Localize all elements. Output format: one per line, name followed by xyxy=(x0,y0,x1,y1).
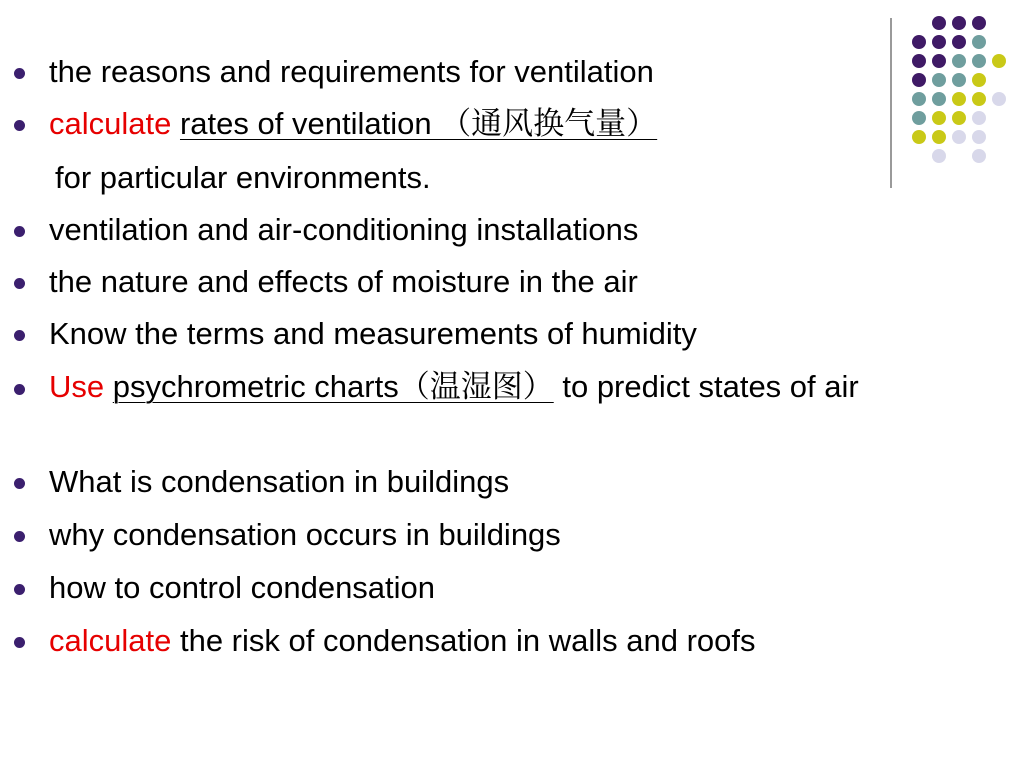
decorative-dot xyxy=(932,54,946,68)
decorative-dot xyxy=(912,111,926,125)
bullet-rest: the risk of condensation in walls and roofs xyxy=(171,623,756,658)
bullet-icon xyxy=(14,531,25,542)
decorative-dot xyxy=(952,54,966,68)
decorative-dot xyxy=(972,54,986,68)
bullet-text: Know the terms and measurements of humidity xyxy=(49,316,697,351)
decorative-dot xyxy=(932,130,946,144)
underlined-term: psychrometric charts（温湿图） xyxy=(112,369,554,404)
decorative-dot xyxy=(992,54,1006,68)
bullet-icon xyxy=(14,584,25,595)
decorative-dot xyxy=(972,16,986,30)
decorative-dot xyxy=(932,92,946,106)
bullet-text xyxy=(49,106,657,141)
bullet-text: why condensation occurs in buildings xyxy=(49,517,561,552)
bullet-text: ventilation and air-conditioning installations xyxy=(49,212,639,247)
decorative-dot xyxy=(952,73,966,87)
decorative-dot xyxy=(992,92,1006,106)
decorative-dot xyxy=(932,35,946,49)
divider-line xyxy=(890,18,892,188)
highlight-word: calculate xyxy=(49,106,172,141)
decorative-dot xyxy=(952,35,966,49)
bullet-icon xyxy=(14,478,25,489)
decorative-dot xyxy=(932,111,946,125)
underlined-term: rates of ventilation （通风换气量） xyxy=(179,106,658,141)
decorative-dot xyxy=(912,35,926,49)
decorative-dot xyxy=(952,92,966,106)
bullet-text: What is condensation in buildings xyxy=(49,464,510,499)
decorative-dot xyxy=(932,16,946,30)
bullet-text: how to control condensation xyxy=(49,570,436,605)
bullet-icon xyxy=(14,330,25,341)
highlight-word: Use xyxy=(49,369,105,404)
bullet-icon xyxy=(14,637,25,648)
decorative-dot xyxy=(952,111,966,125)
decorative-dot xyxy=(972,35,986,49)
bullet-continuation: for particular environments. xyxy=(55,160,431,195)
highlight-word: calculate xyxy=(49,623,172,658)
decorative-dot xyxy=(912,54,926,68)
bullet-icon xyxy=(14,120,25,131)
decorative-dot xyxy=(972,111,986,125)
decorative-dot xyxy=(932,149,946,163)
bullet-icon xyxy=(14,384,25,395)
decorative-dot xyxy=(912,92,926,106)
bullet-rest: to predict states of air xyxy=(553,369,859,404)
decorative-dot xyxy=(972,73,986,87)
bullet-text: the nature and effects of moisture in the air xyxy=(49,264,638,299)
bullet-text xyxy=(49,623,756,658)
decorative-dot xyxy=(912,130,926,144)
decorative-dot xyxy=(972,149,986,163)
bullet-icon xyxy=(14,68,25,79)
bullet-icon xyxy=(14,278,25,289)
decorative-dot xyxy=(952,130,966,144)
decorative-dot xyxy=(972,130,986,144)
bullet-text xyxy=(49,370,1004,404)
decorative-dot xyxy=(972,92,986,106)
decorative-dot xyxy=(912,73,926,87)
bullet-icon xyxy=(14,226,25,237)
decorative-dot xyxy=(932,73,946,87)
bullet-text: the reasons and requirements for ventilation xyxy=(49,54,654,89)
decorative-dot xyxy=(952,16,966,30)
